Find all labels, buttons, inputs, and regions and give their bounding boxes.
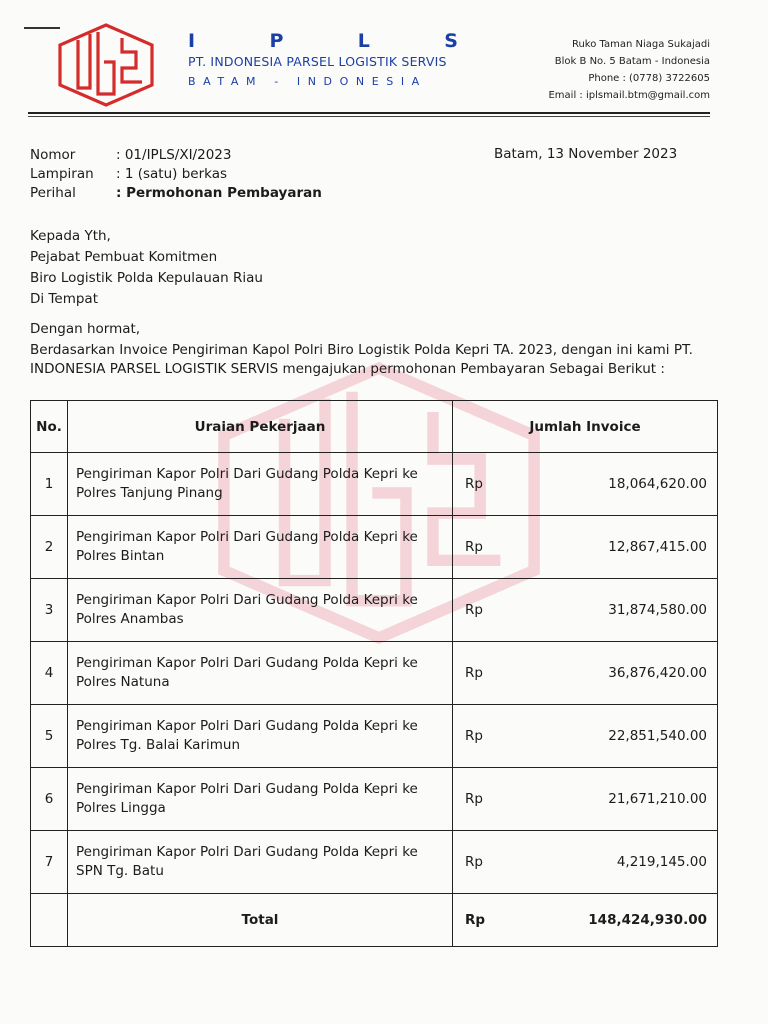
recipient-line: Biro Logistik Polda Kepulauan Riau — [30, 270, 263, 286]
brand-initials: I P L S — [188, 30, 458, 52]
table-row: 7 Pengiriman Kapor Polri Dari Gudang Polda Kepri ke SPN Tg. Batu Rp 4,219,145.00 — [31, 831, 718, 894]
company-contact — [548, 36, 710, 104]
table-row: 5 Pengiriman Kapor Polri Dari Gudang Polda Kepri ke Polres Tg. Balai Karimun Rp 22,851,540.00 — [31, 705, 718, 768]
table-header-row — [31, 401, 718, 453]
table-row: 6 Pengiriman Kapor Polri Dari Gudang Polda Kepri ke Polres Lingga Rp 21,671,210.00 — [31, 768, 718, 831]
header-desc: Uraian Pekerjaan — [68, 401, 453, 453]
contact-address-1: Ruko Taman Niaga Sukajadi — [571, 39, 710, 50]
total-label: Total — [68, 894, 453, 947]
invoice-table — [30, 400, 718, 947]
table-total-row — [31, 894, 718, 947]
company-brand — [188, 30, 458, 88]
header-divider-thin — [28, 116, 710, 117]
recipient-line: Di Tempat — [30, 291, 98, 307]
company-logo-icon — [56, 22, 156, 108]
meta-subject: Perihal : Permohonan Pembayaran — [30, 185, 322, 201]
contact-phone: Phone : (0778) 3722605 — [588, 73, 710, 84]
table-row: 1 Pengiriman Kapor Polri Dari Gudang Polda Kepri ke Polres Tanjung Pinang Rp 18,064,620.00 — [31, 453, 718, 516]
recipient-line: Pejabat Pembuat Komitmen — [30, 249, 218, 265]
header-no: No. — [31, 401, 68, 453]
meta-attachment: Lampiran : 1 (satu) berkas — [30, 166, 228, 182]
company-city: BATAM - INDONESIA — [188, 75, 427, 88]
body-paragraph: Berdasarkan Invoice Pengiriman Kapol Polri Biro Logistik Polda Kepri TA. 2023, dengan ini kami PT. INDONESIA PARSEL LOGISTIK SERVIS mengajukan permohonan Pembayaran Sebagai Berikut : — [30, 342, 693, 377]
scan-mark — [24, 27, 60, 29]
table-row: 3 Pengiriman Kapor Polri Dari Gudang Polda Kepri ke Polres Anambas Rp 31,874,580.00 — [31, 579, 718, 642]
contact-email: Email : iplsmail.btm@gmail.com — [548, 90, 710, 101]
header-divider — [28, 112, 710, 114]
letter-body — [30, 320, 730, 381]
greeting: Dengan hormat, — [30, 321, 141, 337]
contact-address-2: Blok B No. 5 Batam - Indonesia — [554, 56, 710, 67]
meta-number: Nomor : 01/IPLS/XI/2023 — [30, 147, 232, 163]
table-row: 2 Pengiriman Kapor Polri Dari Gudang Polda Kepri ke Polres Bintan Rp 12,867,415.00 — [31, 516, 718, 579]
total-currency: Rp — [465, 912, 486, 928]
letter-meta — [30, 146, 322, 203]
recipient-line: Kepada Yth, — [30, 228, 111, 244]
recipient-block — [30, 226, 263, 310]
header-amount: Jumlah Invoice — [453, 401, 718, 453]
company-name: PT. INDONESIA PARSEL LOGISTIK SERVIS — [188, 54, 447, 69]
place-date: Batam, 13 November 2023 — [494, 146, 678, 162]
total-amount: 148,424,930.00 — [588, 912, 707, 928]
table-row: 4 Pengiriman Kapor Polri Dari Gudang Polda Kepri ke Polres Natuna Rp 36,876,420.00 — [31, 642, 718, 705]
